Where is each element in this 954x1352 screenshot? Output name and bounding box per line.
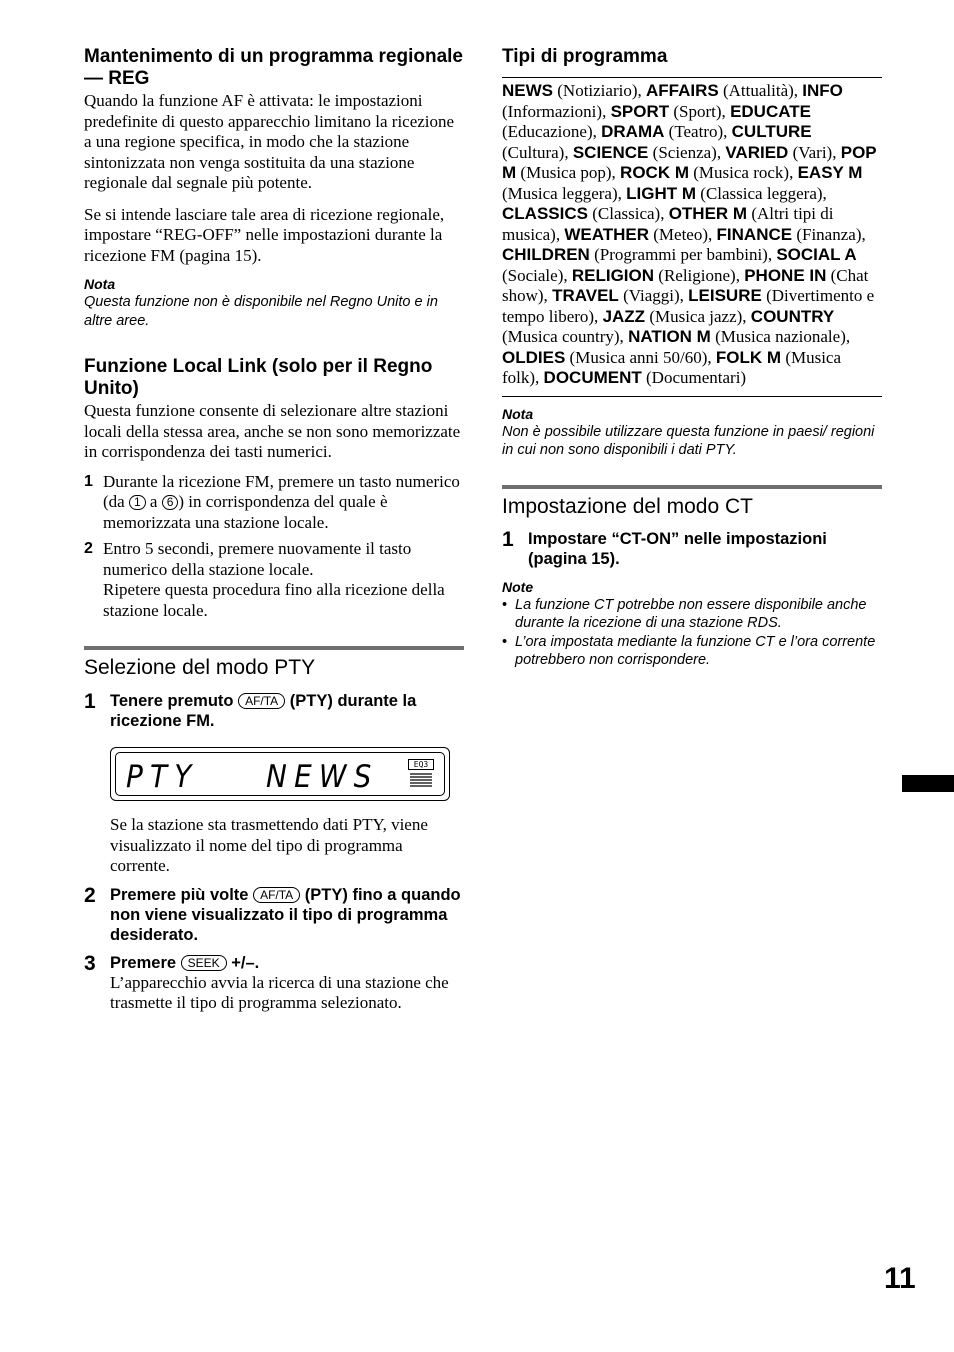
program-type-description: (Altri tipi di musica), (502, 204, 834, 244)
program-types-note-label: Nota (502, 405, 534, 422)
program-type-code: EASY M (797, 163, 863, 182)
ct-note-item: • La funzione CT potrebbe non essere disponibile anche durante la ricezione di una stazione RDS. (502, 596, 882, 633)
program-type-description: (Musica rock), (689, 163, 798, 182)
program-type-description: (Scienza), (648, 142, 726, 162)
step-text: Impostare “CT-ON” nelle impostazioni (pagina 15). (528, 529, 827, 568)
program-type-code: ROCK M (620, 163, 689, 182)
program-types-top-rule (502, 77, 882, 78)
program-type-code: LEISURE (688, 286, 762, 305)
pty-heading: Selezione del modo PTY (84, 656, 316, 679)
step-number: 2 (84, 883, 96, 907)
step-text: Tenere premuto (110, 692, 234, 710)
program-type-description: (Programmi per bambini), (589, 245, 777, 264)
program-type-description: (Musica anni 50/60), (565, 347, 716, 367)
program-type-item (544, 368, 747, 387)
program-type-item (564, 225, 716, 244)
program-type-code: FOLK M (715, 347, 782, 367)
step-number: 3 (84, 951, 96, 975)
program-type-description: (Classica), (587, 204, 669, 223)
lcd-text-news: NEWS (266, 759, 379, 795)
program-type-code: RELIGION (571, 265, 655, 285)
af-ta-button[interactable]: AF/TA (253, 887, 300, 903)
program-type-item (572, 266, 744, 285)
program-type-description: (Finanza), (792, 224, 866, 244)
program-type-item (502, 81, 646, 100)
program-type-description: (Notiziario), (553, 81, 646, 100)
program-type-code: POP M (502, 142, 877, 182)
reg-note-label: Nota (84, 276, 116, 292)
program-type-item (626, 184, 827, 203)
af-ta-button[interactable]: AF/TA (238, 693, 285, 709)
program-type-item (725, 143, 840, 162)
right-column (502, 44, 882, 670)
program-type-code: SOCIAL A (776, 245, 857, 264)
program-type-description: (Musica nazionale), (710, 327, 851, 346)
step-text: Durante la ricezione FM, premere un tasto numerico (da (103, 471, 460, 511)
program-type-description: (Classica leggera), (696, 183, 827, 203)
reg-paragraph-2: Se si intende lasciare tale area di ricezione regionale, impostare “REG-OFF” nelle impostazioni durante la ricezione FM (pagina 15). (84, 204, 445, 265)
program-type-code: INFO (802, 81, 843, 100)
step-text: +/–. (231, 953, 260, 972)
program-type-code: VARIED (725, 142, 789, 162)
program-type-description: (Musica country), (502, 327, 629, 346)
program-type-item (502, 204, 669, 223)
ct-heading: Impostazione del modo CT (502, 494, 753, 518)
program-type-code: SCIENCE (572, 142, 649, 162)
left-column (84, 44, 464, 1014)
pty-step-1-description: Se la stazione sta trasmettendo dati PTY, viene visualizzato il nome del tipo di programma corrente. (110, 815, 428, 875)
step-number: 1 (84, 690, 96, 713)
program-type-item (502, 245, 776, 264)
section-tab-marker (902, 775, 954, 792)
reg-note-text: Questa funzione non è disponibile nel Regno Unito e in altre aree. (84, 294, 438, 329)
program-type-code: TRAVEL (552, 286, 619, 305)
ct-note-label: Note (502, 578, 534, 595)
reg-heading: Mantenimento di un programma regionale — REG (84, 46, 463, 89)
program-type-code: LIGHT M (626, 183, 697, 203)
program-types-list (502, 81, 882, 389)
step-number: 1 (84, 472, 93, 490)
step-text: ) in corrispondenza del quale è memorizzata una stazione locale. (103, 492, 388, 532)
program-type-code: CULTURE (731, 122, 812, 141)
program-type-description: (Informazioni), (502, 101, 611, 121)
program-type-description: (Musica pop), (516, 163, 621, 182)
program-type-code: FINANCE (716, 224, 793, 244)
program-type-code: COUNTRY (750, 306, 835, 326)
ct-note-item: • L’ora impostata mediante la funzione CT e l’ora corrente potrebbero non corrispondere. (502, 633, 882, 670)
program-type-item (717, 225, 866, 244)
program-type-description: (Musica leggera), (502, 183, 627, 203)
lcd-screen (115, 752, 445, 796)
pty-step-1 (84, 691, 464, 731)
program-type-code: DRAMA (601, 122, 665, 141)
step-number: 2 (84, 540, 93, 557)
step-text: Premere più volte (110, 885, 249, 904)
step-text: Premere (110, 953, 177, 972)
pty-step-3 (84, 953, 464, 1014)
program-type-code: AFFAIRS (646, 81, 719, 100)
ct-step-1 (502, 529, 882, 569)
program-type-description: (Attualità), (718, 81, 803, 100)
eq-bars-icon (408, 770, 434, 790)
program-type-description: (Musica folk), (502, 347, 842, 387)
pty-section-divider (84, 646, 464, 650)
lcd-display (110, 747, 450, 801)
program-type-code: SPORT (610, 101, 670, 121)
program-type-description: (Chat show), (502, 265, 869, 305)
program-type-description: (Cultura), (502, 142, 573, 162)
program-type-code: OTHER M (668, 204, 748, 223)
program-type-item (601, 122, 732, 141)
step-extra-text: Ripetere questa procedura fino alla ricezione della stazione locale. (103, 580, 445, 620)
key-1-button[interactable]: 1 (129, 495, 146, 510)
step-text: (PTY) fino a quando non viene visualizzato il tipo di programma desiderato. (110, 885, 461, 944)
program-type-code: DOCUMENT (543, 368, 642, 387)
pty-step-2 (84, 885, 464, 945)
program-type-description: (Viaggi), (618, 286, 689, 305)
program-types-heading: Tipi di programma (502, 46, 668, 67)
program-type-code: OLDIES (502, 347, 566, 367)
lcd-text-pty: PTY (126, 759, 199, 795)
program-type-description: (Meteo), (649, 224, 717, 244)
local-link-step-1 (84, 472, 464, 534)
program-type-description: (Sport), (669, 101, 731, 121)
program-type-item (573, 143, 726, 162)
eq-badge: EQ3 (408, 759, 434, 770)
program-type-description: (Sociale), (502, 265, 572, 285)
program-types-note-text: Non è possibile utilizzare questa funzione in paesi/ regioni in cui non sono disponibili i dati PTY. (502, 423, 875, 458)
program-type-code: PHONE IN (744, 265, 827, 285)
page-number: 11 (884, 1262, 916, 1295)
program-type-item (620, 163, 798, 182)
program-type-description: (Vari), (788, 142, 841, 162)
program-type-code: CLASSICS (502, 204, 588, 223)
local-link-heading: Funzione Local Link (solo per il Regno Unito) (84, 356, 433, 399)
local-link-step-2 (84, 539, 464, 621)
program-type-item (502, 348, 716, 367)
ct-section-divider (502, 485, 882, 489)
program-type-code: WEATHER (564, 224, 650, 244)
program-type-description: (Religione), (654, 265, 745, 285)
step-text: a (149, 492, 158, 511)
program-type-item (646, 81, 802, 100)
program-type-code: NEWS (502, 81, 553, 100)
step-description: L’apparecchio avvia la ricerca di una stazione che trasmette il tipo di programma selezionato. (110, 972, 449, 1012)
reg-paragraph-1: Quando la funzione AF è attivata: le impostazioni predefinite di questo apparecchio limitano la ricezione a una regione specifica, in modo che la stazione sintonizzata non venga sostituita da una stazione regionale dal segnale più potente. (84, 91, 455, 192)
program-type-description: (Documentari) (641, 368, 747, 387)
program-type-item (603, 307, 751, 326)
program-types-bottom-rule (502, 396, 882, 397)
key-6-button[interactable]: 6 (162, 495, 179, 510)
step-text: (PTY) durante la ricezione FM. (110, 692, 417, 730)
equalizer-icon (408, 759, 434, 795)
program-type-code: CHILDREN (502, 245, 590, 264)
step-number: 1 (502, 527, 514, 551)
step-text: Entro 5 secondi, premere nuovamente il tasto numerico della stazione locale. (103, 539, 412, 579)
program-type-description: (Teatro), (664, 122, 732, 141)
program-type-item (628, 327, 850, 346)
program-type-description: (Divertimento e tempo libero), (502, 286, 875, 326)
program-type-code: EDUCATE (730, 101, 811, 121)
program-type-description: (Educazione), (502, 122, 602, 141)
program-type-item (611, 102, 730, 121)
ct-notes-list (502, 596, 882, 670)
program-type-code: NATION M (628, 327, 711, 346)
local-link-intro: Questa funzione consente di selezionare altre stazioni locali della stessa area, anche se non sono memorizzate in corrispondenza dei tasti numerici. (84, 401, 461, 461)
seek-button[interactable]: SEEK (181, 955, 227, 971)
program-type-item (552, 286, 688, 305)
program-type-description: (Musica jazz), (645, 306, 751, 326)
program-type-code: JAZZ (602, 306, 646, 326)
